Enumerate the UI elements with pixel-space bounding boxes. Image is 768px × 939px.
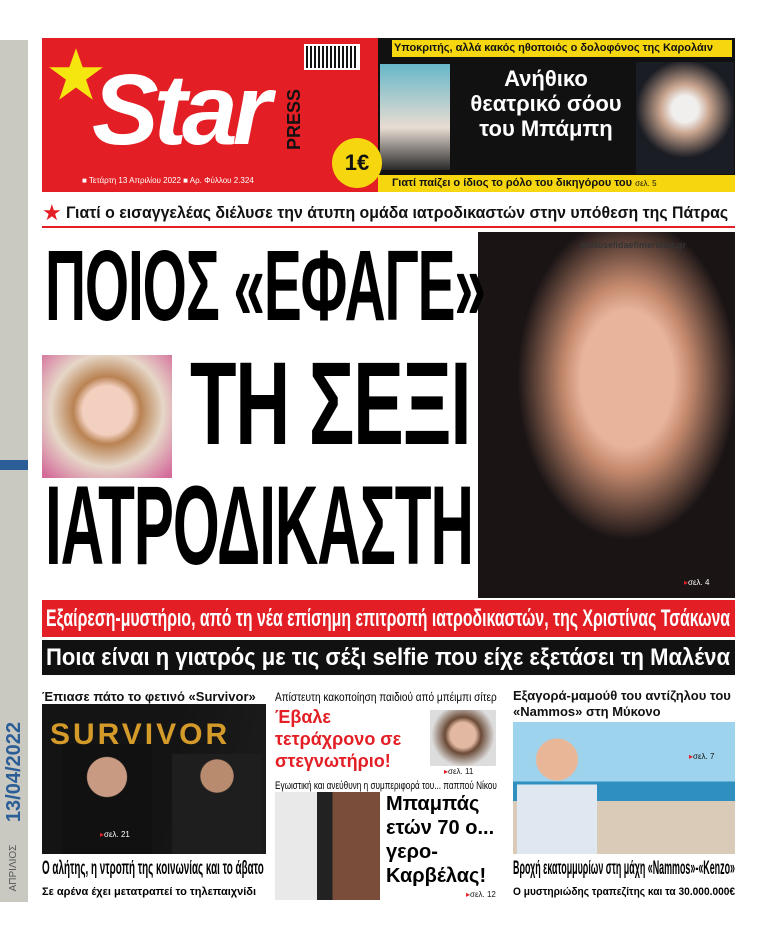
- col2-kicker-2: Εγωιστική και ανεύθυνη η συμπεριφορά του... παππού Νίκου: [275, 780, 497, 792]
- col2-headline: Έβαλε τετράχρονο σε στεγνωτήριο!: [275, 707, 402, 771]
- col2-headline-2: Μπαμπάς ετών 70 ο... γερο-Καρβέλας!: [386, 793, 495, 887]
- col1-sub: Σε αρένα έχει μετατραπεί το τηλεπαιχνίδι: [42, 886, 257, 898]
- col1-headline: Ο αλήτης, η ντροπή της κοινωνίας και το άβατο: [42, 858, 264, 879]
- col1-person-2: [172, 754, 262, 854]
- main-page-ref: ▸ σελ. 4: [684, 578, 709, 588]
- top-story-page: σελ. 5: [635, 179, 657, 188]
- price-badge: 1€: [332, 138, 382, 188]
- issue-info: ■ Τετάρτη 13 Απριλίου 2022 ■ Αρ. Φύλλου 2.324: [82, 176, 254, 185]
- top-story-footer: Γιατί παίζει ο ίδιος το ρόλο του δικηγόρου του σελ. 5: [378, 175, 735, 192]
- col1-photo: [42, 704, 266, 854]
- col2-page-2: ▸ σελ. 12: [466, 890, 496, 900]
- col2-photo-couple: [275, 792, 380, 900]
- col3-person: [517, 728, 597, 854]
- col2-page: ▸ σελ. 11: [444, 767, 473, 777]
- col1-kicker: Έπιασε πάτο το φετινό «Survivor»: [42, 689, 256, 704]
- headline-line-3: ΙΑΤΡΟΔΙΚΑΣΤΗ: [45, 463, 473, 588]
- col2-kicker: Απίστευτη κακοποίηση παιδιού από μπέιμπι σίτερ: [275, 690, 497, 704]
- col1-page: ▸ σελ. 21: [100, 830, 130, 840]
- side-month: ΑΠΡΙΛΙΟΣ: [8, 844, 19, 892]
- top-story-photo-suspect: [636, 62, 734, 174]
- side-date: 13/04/2022: [3, 721, 25, 823]
- top-story: [378, 38, 735, 192]
- headline-line-1: ΠΟΙΟΣ «ΕΦΑΓΕ»: [45, 230, 485, 342]
- logo: Star: [92, 54, 267, 166]
- col3-sub: Ο μυστηριώδης τραπεζίτης και τα 30.000.000€: [513, 886, 736, 898]
- logo-sub: PRESS: [284, 88, 304, 150]
- col3-kicker: Εξαγορά-μαμούθ του αντίζηλου του «Nammos» στη Μύκονο: [513, 688, 731, 719]
- top-story-photo-victim: [380, 64, 450, 170]
- masthead: [42, 38, 378, 192]
- barcode: [304, 44, 360, 70]
- side-strip-marker: [0, 460, 28, 470]
- main-photo-child: [42, 355, 172, 478]
- main-black-bar: Ποια είναι η γιατρός με τις σέξι selfie που είχε εξετάσει τη Μαλένα: [42, 640, 735, 675]
- headline-line-2: ΤΗ ΣΕΞΙ: [190, 338, 471, 470]
- col3-headline: Βροχή εκατομμυρίων στη μάχη «Nammos»-«Kenzo»: [513, 858, 735, 879]
- survivor-logo: SURVIVOR: [50, 718, 231, 751]
- top-story-headline: Ανήθικο θεατρικό σόου του Μπάμπη: [470, 66, 622, 141]
- col3-page: ▸ σελ. 7: [689, 752, 714, 762]
- col2-photo-sitter: [430, 710, 496, 766]
- col3-photo: [513, 722, 735, 854]
- red-star-icon: ★: [42, 200, 62, 225]
- watermark: protoselidaefimeridon.gr: [580, 240, 687, 250]
- main-subline: ★ Γιατί ο εισαγγελέας διέλυσε την άτυπη ομάδα ιατροδικαστών στην υπόθεση της Πάτρας: [42, 202, 735, 228]
- main-red-bar: Εξαίρεση-μυστήριο, από τη νέα επίσημη επιτροπή ιατροδικαστών, της Χριστίνας Τσάκωνα: [42, 600, 735, 637]
- top-story-kicker: Υποκριτής, αλλά κακός ηθοποιός ο δολοφόνος της Καρολάιν: [392, 40, 732, 57]
